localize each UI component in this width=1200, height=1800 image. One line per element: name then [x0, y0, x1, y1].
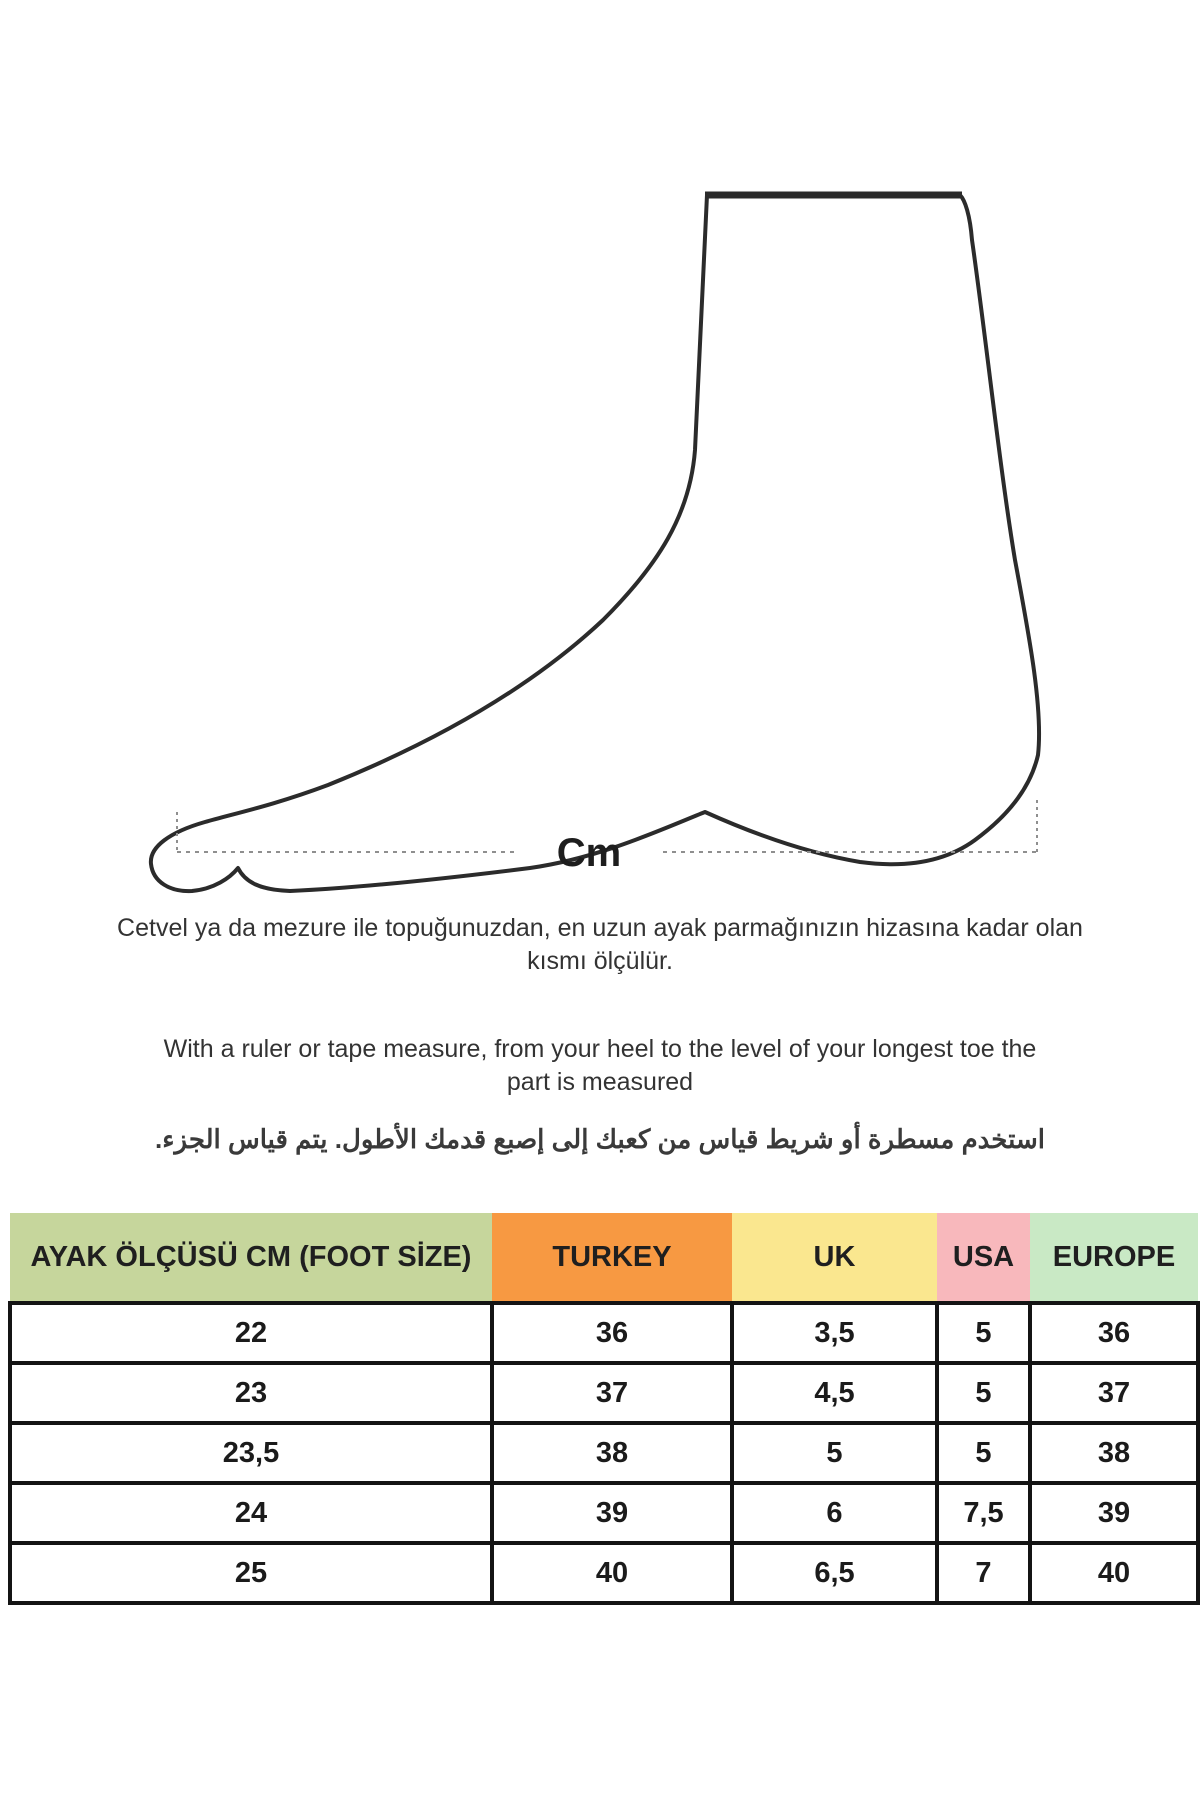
- header-europe: EUROPE: [1030, 1213, 1198, 1303]
- cell-uk: 4,5: [732, 1363, 937, 1423]
- cell-europe: 38: [1030, 1423, 1198, 1483]
- cell-turkey: 38: [492, 1423, 732, 1483]
- cell-foot-size: 22: [10, 1303, 492, 1363]
- instruction-turkish: [0, 912, 1200, 978]
- cell-foot-size: 23: [10, 1363, 492, 1423]
- instruction-english-text: With a ruler or tape measure, from your heel to the level of your longest toe the part is measured: [163, 1035, 1037, 1096]
- size-table-header-row: [10, 1213, 1198, 1303]
- cell-usa: 5: [937, 1303, 1030, 1363]
- header-turkey: TURKEY: [492, 1213, 732, 1303]
- table-row: [10, 1543, 1198, 1603]
- table-row: [10, 1303, 1198, 1363]
- cell-usa: 5: [937, 1363, 1030, 1423]
- cell-usa: 7: [937, 1543, 1030, 1603]
- cell-turkey: 40: [492, 1543, 732, 1603]
- instruction-english: [0, 1033, 1200, 1099]
- cell-foot-size: 25: [10, 1543, 492, 1603]
- size-conversion-table-wrap: [8, 1213, 1196, 1605]
- cell-usa: 5: [937, 1423, 1030, 1483]
- cell-turkey: 37: [492, 1363, 732, 1423]
- cell-uk: 6: [732, 1483, 937, 1543]
- cell-turkey: 36: [492, 1303, 732, 1363]
- cell-foot-size: 24: [10, 1483, 492, 1543]
- table-row: [10, 1423, 1198, 1483]
- cell-uk: 6,5: [732, 1543, 937, 1603]
- cm-unit-label: Cm: [556, 831, 622, 875]
- cell-europe: 40: [1030, 1543, 1198, 1603]
- header-foot-size: AYAK ÖLÇÜSÜ CM (FOOT SİZE): [10, 1213, 492, 1303]
- cell-turkey: 39: [492, 1483, 732, 1543]
- cell-uk: 3,5: [732, 1303, 937, 1363]
- cell-europe: 36: [1030, 1303, 1198, 1363]
- cell-usa: 7,5: [937, 1483, 1030, 1543]
- table-row: [10, 1363, 1198, 1423]
- instruction-turkish-text: Cetvel ya da mezure ile topuğunuzdan, en uzun ayak parmağınızın hizasına kadar olan kısmı ölçülür.: [117, 914, 1083, 975]
- instruction-arabic: [0, 1124, 1200, 1155]
- foot-outline-path: [151, 195, 1039, 891]
- table-row: [10, 1483, 1198, 1543]
- cell-europe: 39: [1030, 1483, 1198, 1543]
- cell-europe: 37: [1030, 1363, 1198, 1423]
- cell-foot-size: 23,5: [10, 1423, 492, 1483]
- instruction-arabic-text: استخدم مسطرة أو شريط قياس من كعبك إلى إصبع قدمك الأطول. يتم قياس الجزء.: [155, 1124, 1045, 1154]
- size-conversion-table: [8, 1213, 1200, 1605]
- header-uk: UK: [732, 1213, 937, 1303]
- cell-uk: 5: [732, 1423, 937, 1483]
- header-usa: USA: [937, 1213, 1030, 1303]
